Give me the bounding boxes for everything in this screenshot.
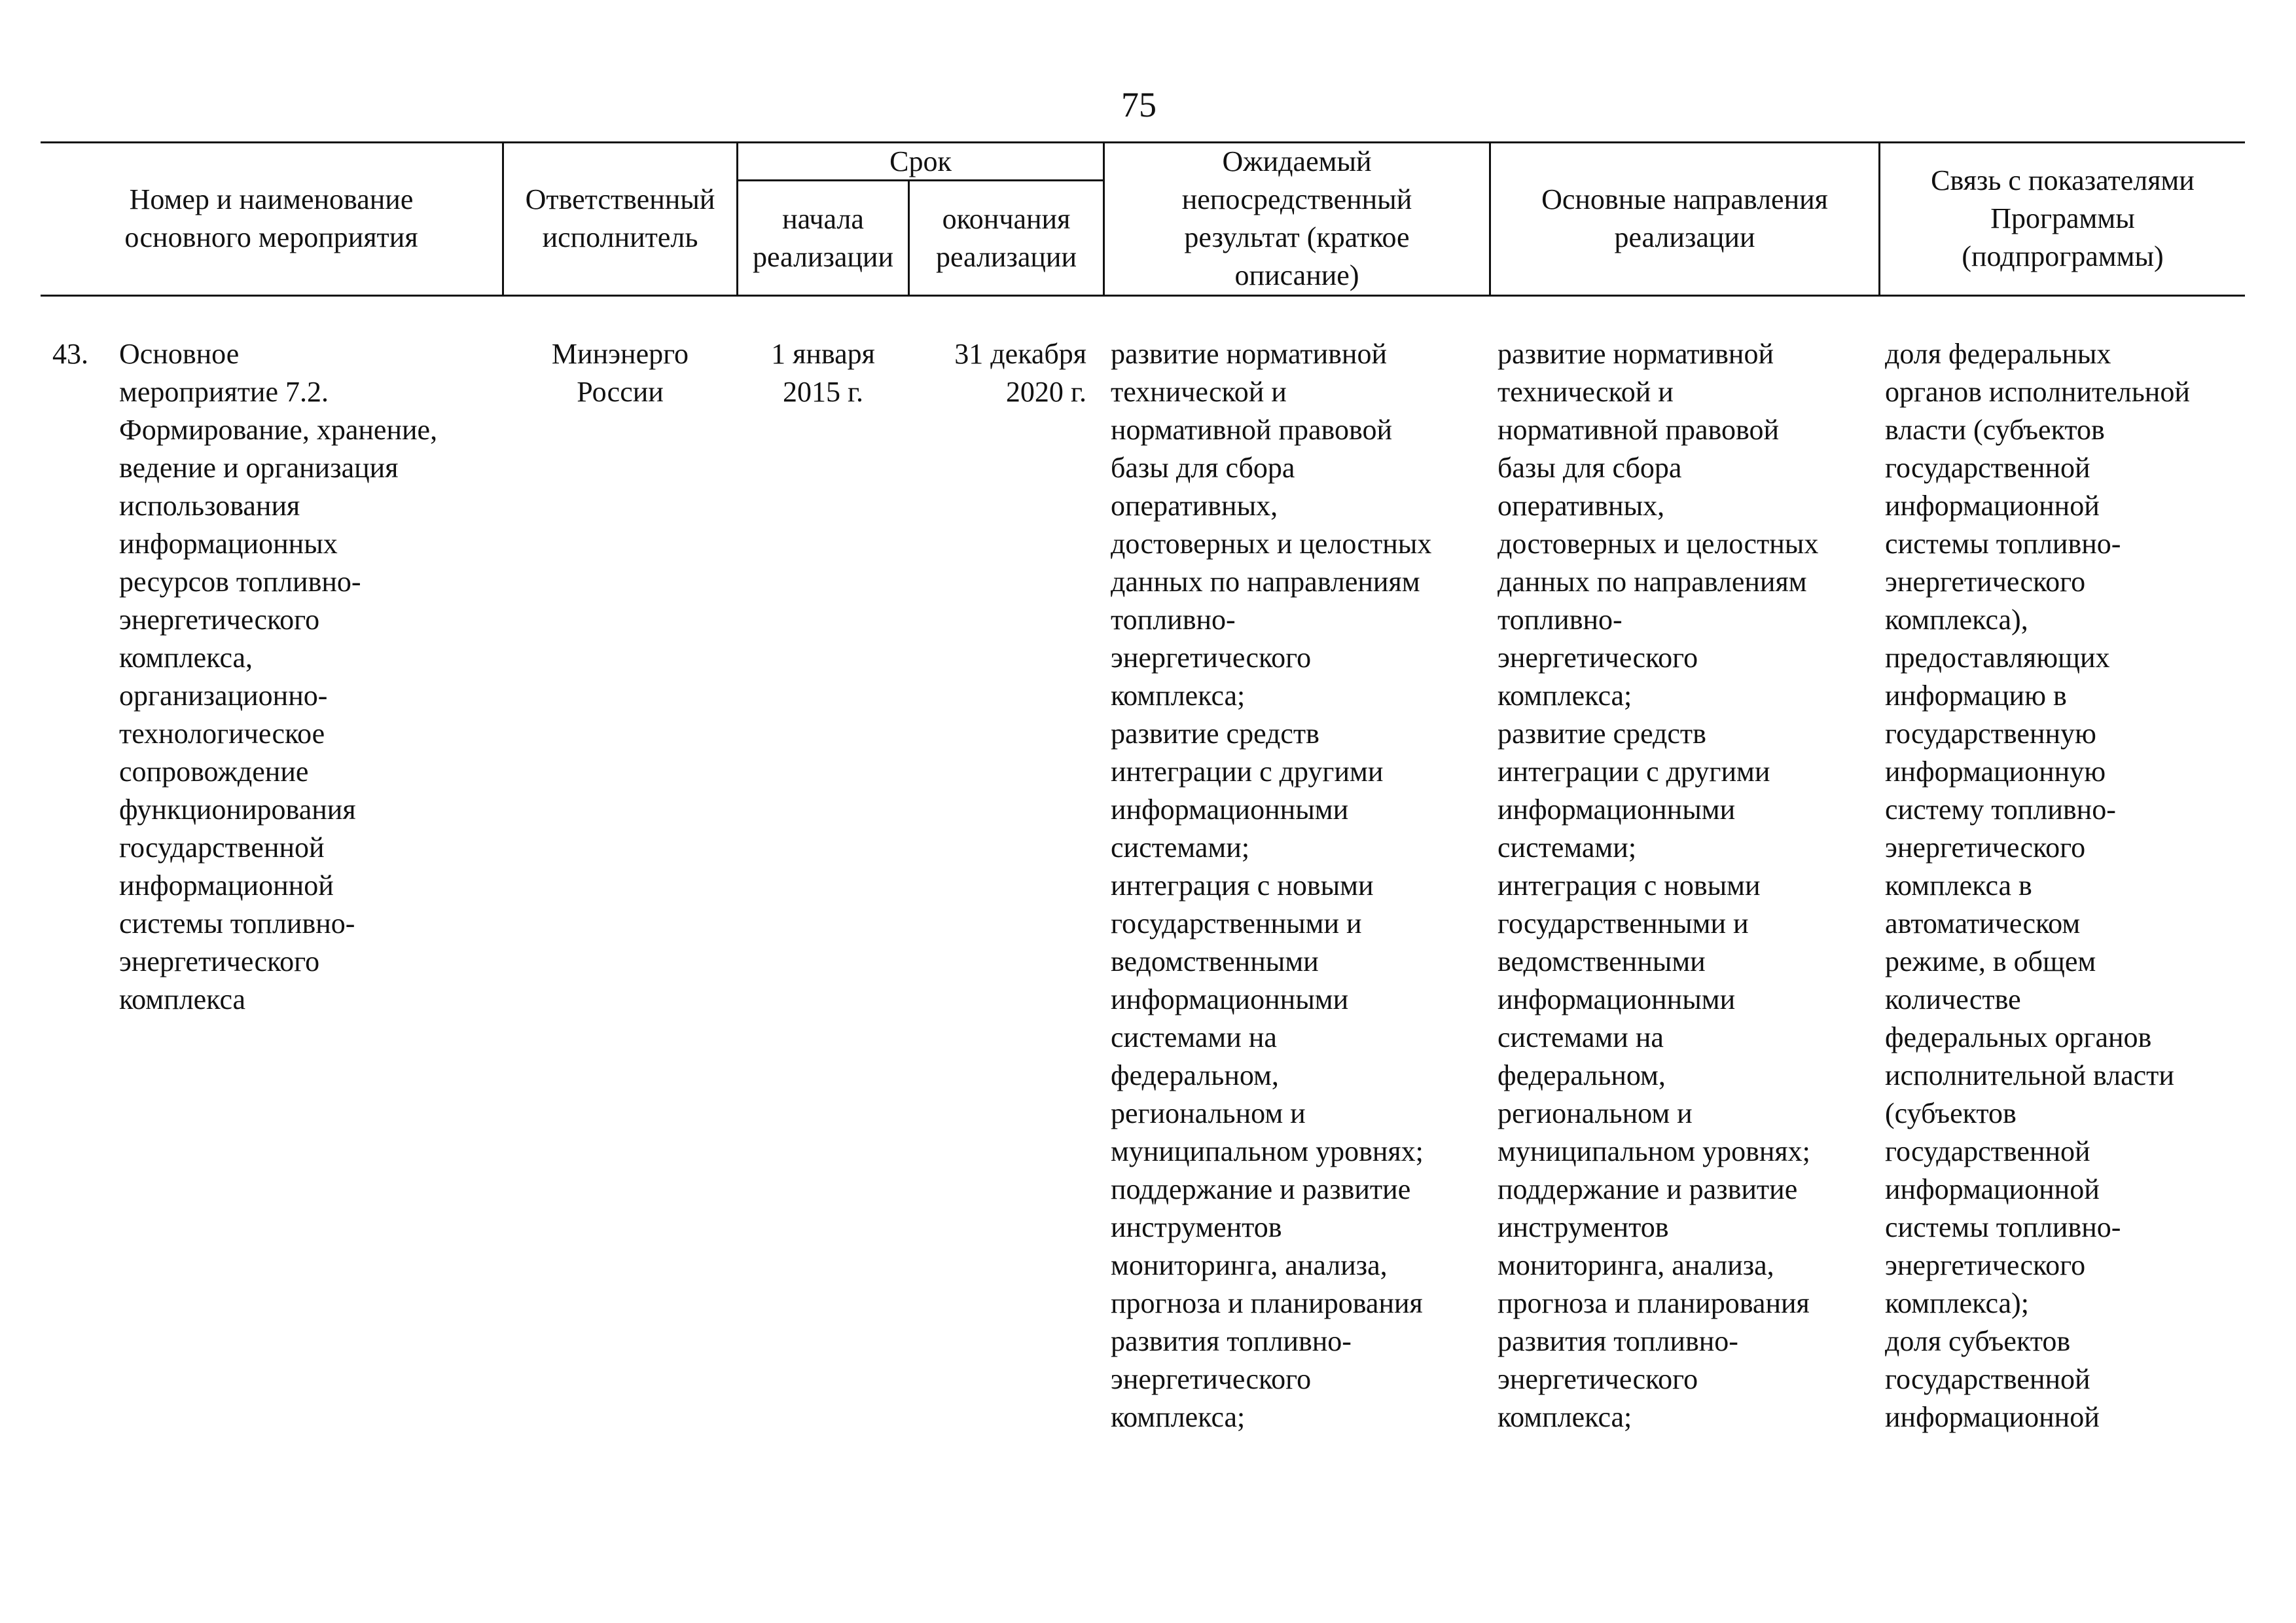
row-number: 43. xyxy=(52,338,88,370)
header-end: окончания реализации xyxy=(935,203,1077,273)
header-indicators: Связь с показателями Программы (подпрограммы) xyxy=(1931,164,2195,272)
row-end: 31 декабря 2020 г. xyxy=(954,338,1086,408)
header-start: начала реализации xyxy=(752,203,894,273)
header-term: Срок xyxy=(889,145,952,177)
header-name: Номер и наименование основного мероприятия xyxy=(124,183,418,253)
row-start: 1 января 2015 г. xyxy=(771,338,875,408)
header-directions: Основные направления реализации xyxy=(1541,183,1828,253)
row-name: Основное мероприятие 7.2. Формирование, хранение, ведение и организация использования информационных ресурсов топливно- энергетического комплекса, организационно- технологическое сопровождение функционирования государственной информационной системы топливно- энергетического комплекса xyxy=(119,338,438,1015)
header-executor: Ответственный исполнитель xyxy=(525,183,715,253)
row-directions: развитие нормативной технической и нормативной правовой базы для сбора оперативных, достоверных и целостных данных по направлениям топливно- энергетического комплекса; развитие средств интеграции с другими информационными системами; интеграция с новыми государственными и ведомственными информационными системами на федеральном, региональном и муниципальном уровнях; поддержание и развитие инструментов мониторинга, анализа, прогноза и планирования развития топливно- энергетического комплекса; xyxy=(1498,338,1819,1433)
row-executor: Минэнерго России xyxy=(551,338,689,408)
row-result: развитие нормативной технической и нормативной правовой базы для сбора оперативных, достоверных и целостных данных по направлениям топливно- энергетического комплекса; развитие средств интеграции с другими информационными системами; интеграция с новыми государственными и ведомственными информационными системами на федеральном, региональном и муниципальном уровнях; поддержание и развитие инструментов мониторинга, анализа, прогноза и планирования развития топливно- энергетического комплекса; xyxy=(1111,338,1432,1433)
page-number: 75 xyxy=(1121,85,1157,124)
row-indicators: доля федеральных органов исполнительной власти (субъектов государственной информационной системы топливно- энергетического комплекса), предоставляющих информацию в государственную информационную систему топливно- энергетического комплекса в автоматическом режиме, в общем количестве федеральных органов исполнительной власти (субъектов государственной информационной системы топливно- энергетического комплекса); доля субъектов государственной информационной xyxy=(1885,338,2190,1433)
header-result: Ожидаемый непосредственный результат (краткое описание) xyxy=(1181,145,1412,291)
header-bottom-rule xyxy=(41,295,2245,297)
